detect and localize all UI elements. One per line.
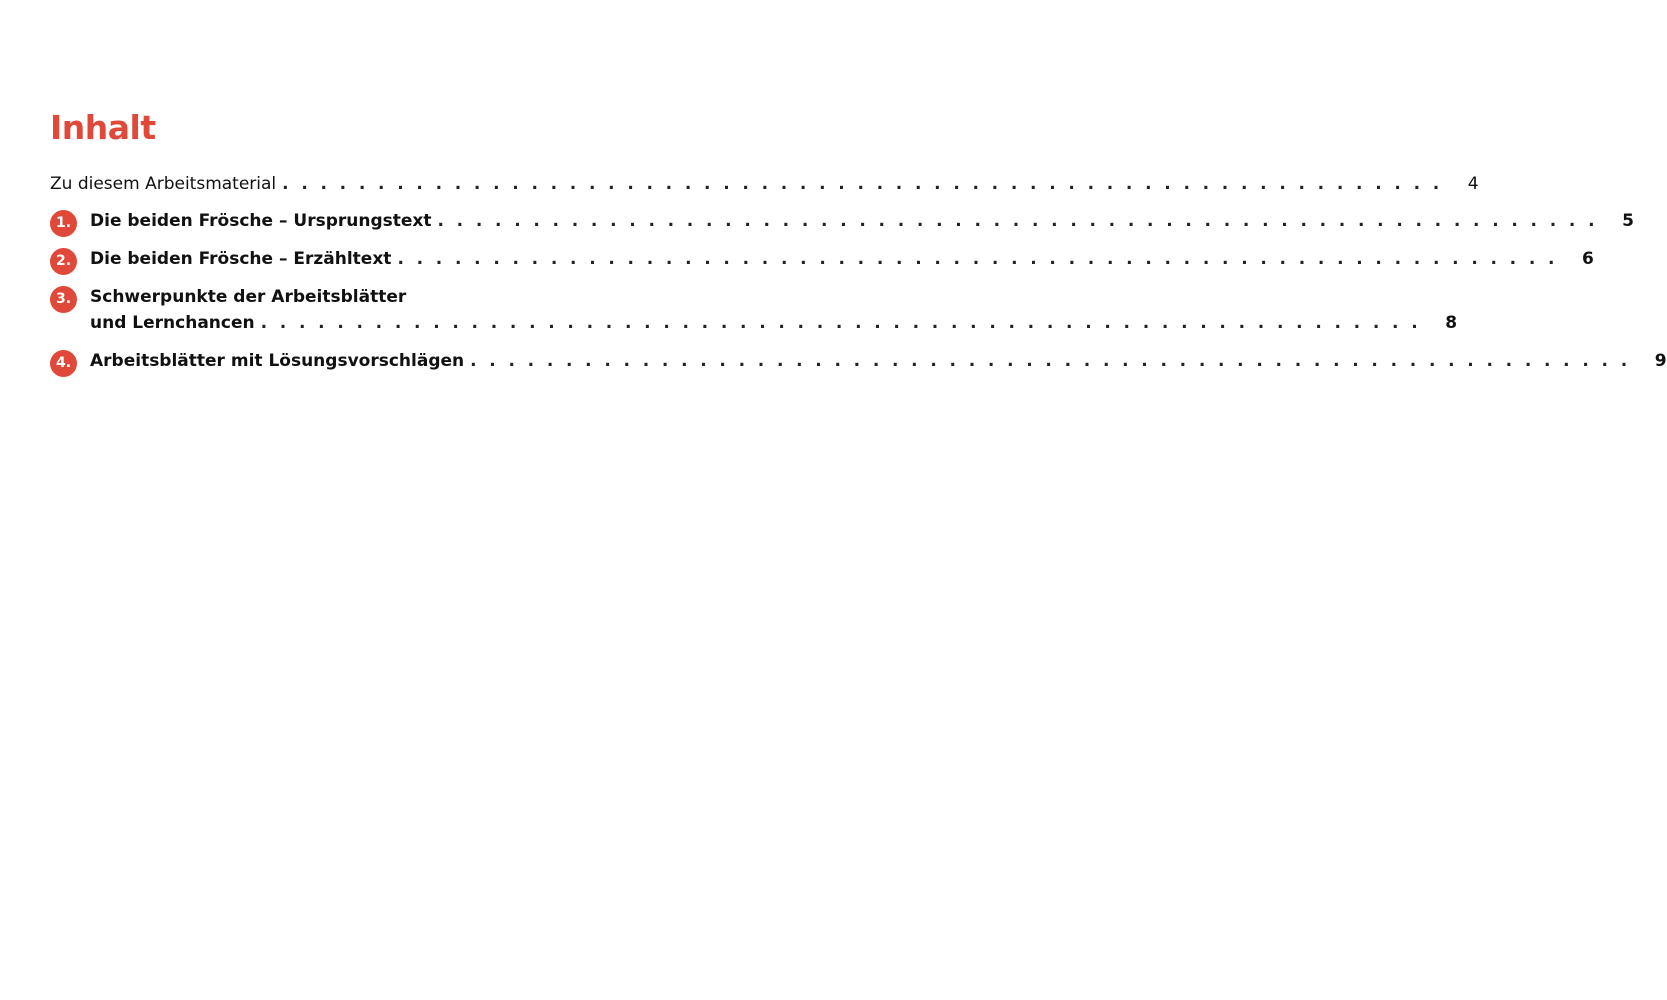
dot-leader: . . . . . . . . . . . . . . . . . . . . . . . . . . . . . . . . . . . . . . . . . . . . . . . . . . . . . . . . . . . . . [470,351,1631,371]
toc-entry-title-line-1: Schwerpunkte der Arbeitsblätter [90,287,407,307]
toc-page-number: 8 [1445,313,1458,333]
number-badge: 2. [50,248,77,275]
toc-entry-4[interactable] [50,350,1667,372]
toc-entry-2[interactable] [50,248,1594,270]
number-badge: 1. [50,210,77,237]
page-title: Inhalt [50,108,156,147]
toc-page-number: 4 [1467,174,1479,194]
toc-entry-title: Die beiden Frösche – Ursprungstext [90,211,432,231]
toc-entry-title-text: Zu diesem Arbeitsmaterial [50,174,277,194]
toc-entry-intro[interactable] [50,173,1479,195]
dot-leader: . . . . . . . . . . . . . . . . . . . . . . . . . . . . . . . . . . . . . . . . . . . . . . . . . . . . . . . . . . . . . [282,174,1443,194]
dot-leader: . . . . . . . . . . . . . . . . . . . . . . . . . . . . . . . . . . . . . . . . . . . . . . . . . . . . . . . . . . . . . [437,211,1598,231]
toc-entry-1[interactable] [50,210,1634,232]
toc-entry-title: Arbeitsblätter mit Lösungsvorschlägen [90,351,465,371]
dot-leader: . . . . . . . . . . . . . . . . . . . . . . . . . . . . . . . . . . . . . . . . . . . . . . . . . . . . . . . . . . . . . [260,313,1422,333]
dot-leader: . . . . . . . . . . . . . . . . . . . . . . . . . . . . . . . . . . . . . . . . . . . . . . . . . . . . . . . . . . . . . [397,249,1558,269]
number-badge: 3. [50,286,77,313]
toc-page-number: 9 [1654,351,1667,371]
toc-entry-title-line-2: und Lernchancen [90,313,255,333]
toc-page-number: 5 [1622,211,1634,231]
toc-entry-3[interactable] [50,286,1458,334]
toc-page-number: 6 [1582,249,1594,269]
number-badge: 4. [50,350,77,377]
toc-entry-title: Die beiden Frösche – Erzähltext [90,249,392,269]
